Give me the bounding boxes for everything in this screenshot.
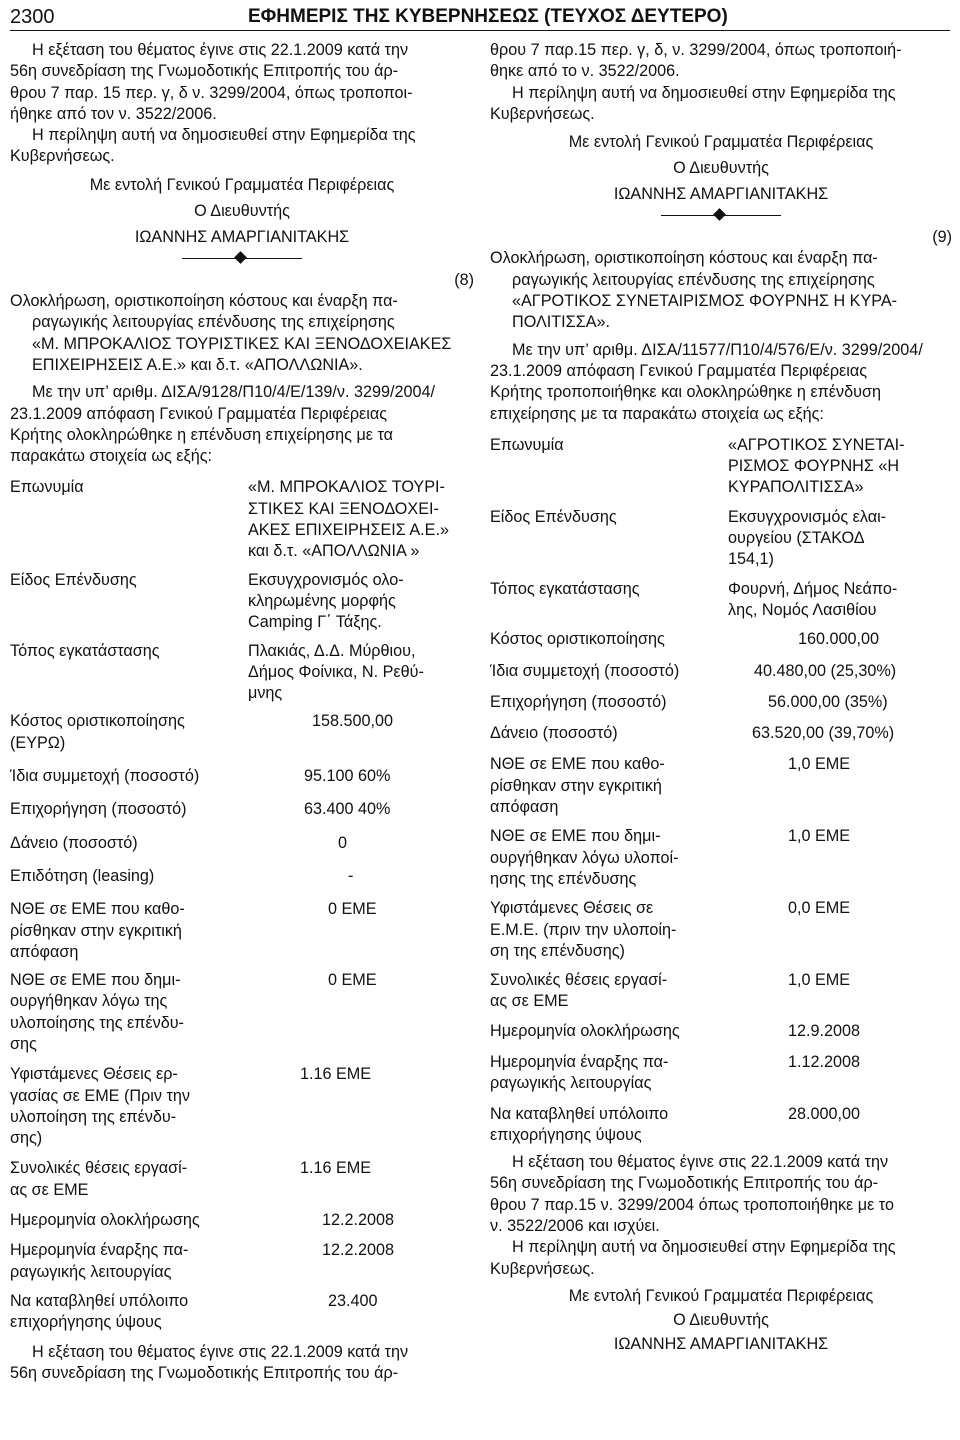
left-intro xyxy=(10,40,474,168)
label-line: Να καταβληθεί υπόλοιπο xyxy=(490,1104,669,1123)
label-line: Ημερομηνία ολοκλήρωσης xyxy=(10,1211,200,1230)
table-row xyxy=(490,1104,952,1147)
label-line: ραγωγικής λειτουργίας xyxy=(10,1262,172,1281)
separator-ornament xyxy=(182,252,302,266)
value-line: Camping Γ΄ Τάξης. xyxy=(248,613,382,632)
value-line: ουργείου (ΣΤΑΚΟΔ xyxy=(728,529,865,548)
row-label xyxy=(490,435,728,499)
signature-name: ΙΩΑΝΝΗΣ ΑΜΑΡΓΙΑΝΙΤΑΚΗΣ xyxy=(613,1334,829,1353)
value-line: μνης xyxy=(248,684,283,703)
table-row xyxy=(10,641,474,705)
investment-table xyxy=(10,477,474,1333)
label-line: Δάνειο (ποσοστό) xyxy=(10,833,138,852)
value-line: 160.000,00 xyxy=(798,630,880,649)
value-line: Εκσυγχρονισμός ολο- xyxy=(248,570,404,589)
text-line: ν. 3522/2006 και ισχύει. xyxy=(490,1217,660,1236)
page-header xyxy=(10,4,950,32)
label-line: Επωνυμία xyxy=(10,478,84,497)
label-line: απόφαση xyxy=(490,798,559,817)
value-line: 1,0 ΕΜΕ xyxy=(788,827,851,846)
page-number: 2300 xyxy=(10,6,55,28)
text-line: 56η συνεδρίαση της Γνωμοδοτικής Επιτροπής του άρ- xyxy=(10,1363,399,1382)
label-line: ας σε ΕΜΕ xyxy=(10,1180,89,1199)
text-line: ΕΠΙΧΕΙΡΗΣΕΙΣ Α.Ε.» και δ.τ. «ΑΠΟΛΛΩΝΙΑ». xyxy=(32,355,363,374)
label-line: Υφιστάμενες Θέσεις ερ- xyxy=(10,1065,178,1084)
table-row xyxy=(10,899,474,963)
row-label xyxy=(10,833,248,854)
value-line: Φουρνή, Δήμος Νεάπο- xyxy=(728,579,898,598)
row-value xyxy=(248,970,474,1055)
gazette-title: ΕΦΗΜΕΡΙΣ ΤΗΣ ΚΥΒΕΡΝΗΣΕΩΣ (ΤΕΥΧΟΣ ΔΕΥΤΕΡΟ) xyxy=(248,6,728,27)
row-label xyxy=(490,1021,728,1042)
label-line: ΝΘΕ σε ΕΜΕ που δημι- xyxy=(490,827,661,846)
value-line: 1.16 ΕΜΕ xyxy=(300,1065,372,1084)
table-row xyxy=(10,570,474,634)
label-line: απόφαση xyxy=(10,942,79,961)
table-row xyxy=(490,1021,952,1042)
label-line: Είδος Επένδυσης xyxy=(490,507,617,526)
text-line: επιχείρησης με τα παρακάτω στοιχεία ως εξής: xyxy=(490,404,824,423)
decision-number: (9) xyxy=(932,228,952,247)
label-line: επιχορήγησης ύψους xyxy=(490,1125,642,1144)
label-line: ραγωγικής λειτουργίας xyxy=(490,1074,652,1093)
row-value xyxy=(248,1210,474,1231)
label-line: Κόστος οριστικοποίησης xyxy=(490,630,665,649)
value-line: 0 ΕΜΕ xyxy=(328,900,377,919)
text-line: «Μ. ΜΠΡΟΚΑΛΙΟΣ ΤΟΥΡΙΣΤΙΚΕΣ ΚΑΙ ΞΕΝΟΔΟΧΕΙΑΚΕΣ xyxy=(32,334,452,353)
row-value xyxy=(728,898,952,962)
row-label xyxy=(10,641,248,705)
text-line: 23.1.2009 απόφαση Γενικού Γραμματέα Περιφέρειας xyxy=(490,361,868,380)
row-value xyxy=(248,766,474,787)
value-line: 63.400 40% xyxy=(304,800,391,819)
table-row xyxy=(490,1052,952,1095)
table-row xyxy=(490,692,952,713)
row-label xyxy=(490,898,728,962)
row-value xyxy=(728,826,952,890)
label-line: Υφιστάμενες Θέσεις σε xyxy=(490,899,654,918)
value-line: Εκσυγχρονισμός ελαι- xyxy=(728,507,887,526)
text-line: θρου 7 παρ. 15 περ. γ, δ ν. 3299/2004, όπως τροποποι- xyxy=(10,83,413,102)
table-row xyxy=(490,435,952,499)
text-line: «ΑΓΡΟΤΙΚΟΣ ΣΥΝΕΤΑΙΡΙΣΜΟΣ ΦΟΥΡΝΗΣ Η ΚΥΡΑ- xyxy=(512,292,898,311)
signature-title: Ο Διευθυντής xyxy=(673,1310,769,1329)
row-label xyxy=(490,723,728,744)
label-line: σης xyxy=(10,1034,37,1053)
text-line: 56η συνεδρίαση της Γνωμοδοτικής Επιτροπής του άρ- xyxy=(10,62,399,81)
row-label xyxy=(10,1158,248,1201)
table-row xyxy=(490,661,952,682)
label-line: Επιδότηση (leasing) xyxy=(10,866,155,885)
value-line: 1,0 ΕΜΕ xyxy=(788,971,851,990)
row-value xyxy=(248,641,474,705)
value-line: ΚΥΡΑΠΟΛΙΤΙΣΣΑ» xyxy=(728,478,864,497)
label-line: ουργήθηκαν λόγω υλοποί- xyxy=(490,848,679,867)
label-line: Δάνειο (ποσοστό) xyxy=(490,724,618,743)
table-row xyxy=(490,579,952,622)
right-signature xyxy=(490,129,952,223)
row-value xyxy=(248,799,474,820)
row-value xyxy=(728,507,952,571)
row-value xyxy=(248,833,474,854)
text-line: Η εξέταση του θέματος έγινε στις 22.1.2009 κατά την xyxy=(32,1342,409,1361)
value-line: 1.12.2008 xyxy=(788,1052,861,1071)
label-line: Επιχορήγηση (ποσοστό) xyxy=(10,800,187,819)
label-line: (ΕΥΡΩ) xyxy=(10,733,66,752)
table-row xyxy=(10,477,474,562)
table-row xyxy=(490,898,952,962)
value-line: 63.520,00 (39,70%) xyxy=(752,724,895,743)
row-label xyxy=(10,1210,248,1231)
signature-order: Με εντολή Γενικού Γραμματέα Περιφέρειας xyxy=(568,133,874,152)
text-line: 56η συνεδρίαση της Γνωμοδοτικής Επιτροπής του άρ- xyxy=(490,1174,879,1193)
row-value xyxy=(728,629,952,650)
text-line: ΠΟΛΙΤΙΣΣΑ». xyxy=(512,313,610,332)
decision-heading xyxy=(490,248,952,333)
table-row xyxy=(10,1291,474,1334)
right-intro xyxy=(490,40,952,125)
label-line: επιχορήγησης ύψους xyxy=(10,1313,162,1332)
text-line: Με την υπ’ αριθμ. ΔΙΣΑ/9128/Π10/4/Ε/139/ν. 3299/2004/ xyxy=(32,383,436,402)
decision-heading xyxy=(10,291,474,376)
text-line: Η περίληψη αυτή να δημοσιευθεί στην Εφημερίδα της xyxy=(512,83,896,102)
signature-order: Με εντολή Γενικού Γραμματέα Περιφέρειας xyxy=(568,1286,874,1305)
value-line: 56.000,00 (35%) xyxy=(768,692,888,711)
row-label xyxy=(10,866,248,887)
right-column xyxy=(490,40,952,1356)
row-value xyxy=(728,970,952,1013)
row-label xyxy=(10,970,248,1055)
row-value xyxy=(248,1240,474,1283)
label-line: Επωνυμία xyxy=(490,435,564,454)
value-line: 158.500,00 xyxy=(312,712,394,731)
text-line: 23.1.2009 απόφαση Γενικού Γραμματέα Περιφέρειας xyxy=(10,404,388,423)
signature-order: Με εντολή Γενικού Γραμματέα Περιφέρειας xyxy=(89,175,395,194)
row-value xyxy=(728,754,952,818)
header-rule xyxy=(10,30,950,31)
text-line: Η περίληψη αυτή να δημοσιευθεί στην Εφημερίδα της xyxy=(512,1238,896,1257)
table-row xyxy=(490,826,952,890)
table-row xyxy=(490,754,952,818)
label-line: υλοποίηση της επένδυ- xyxy=(10,1107,177,1126)
table-row xyxy=(490,970,952,1013)
row-label xyxy=(10,477,248,562)
row-value xyxy=(248,866,474,887)
row-value xyxy=(728,1052,952,1095)
value-line: 12.2.2008 xyxy=(322,1241,395,1260)
row-label xyxy=(490,629,728,650)
decision-body xyxy=(10,382,474,467)
label-line: Κόστος οριστικοποίησης xyxy=(10,712,185,731)
value-line: ΡΙΣΜΟΣ ΦΟΥΡΝΗΣ «Η xyxy=(728,457,900,476)
text-line: Κυβερνήσεως. xyxy=(10,147,115,166)
value-line: 1,0 ΕΜΕ xyxy=(788,755,851,774)
label-line: ησης της επένδυσης xyxy=(490,869,637,888)
decision-number: (8) xyxy=(454,270,474,289)
table-row xyxy=(10,1064,474,1149)
signature-name: ΙΩΑΝΝΗΣ ΑΜΑΡΓΙΑΝΙΤΑΚΗΣ xyxy=(613,185,829,204)
investment-table xyxy=(490,435,952,1146)
value-line: «Μ. ΜΠΡΟΚΑΛΙΟΣ ΤΟΥΡΙ- xyxy=(248,478,445,497)
row-label xyxy=(490,1104,728,1147)
value-line: 40.480,00 (25,30%) xyxy=(754,661,897,680)
table-row xyxy=(10,866,474,887)
text-line: θηκε από το ν. 3522/2006. xyxy=(490,62,680,81)
label-line: ΝΘΕ σε ΕΜΕ που δημι- xyxy=(10,971,181,990)
label-line: γασίας σε ΕΜΕ (Πριν την xyxy=(10,1086,190,1105)
text-line: Με την υπ’ αριθμ. ΔΙΣΑ/11577/Π10/4/576/Ε/ν. 3299/2004/ xyxy=(512,340,923,359)
table-row xyxy=(10,1240,474,1283)
row-value xyxy=(728,661,952,682)
table-row xyxy=(10,799,474,820)
text-line: Κυβερνήσεως. xyxy=(490,104,595,123)
table-row xyxy=(10,766,474,787)
value-line: 23.400 xyxy=(328,1291,378,1310)
row-label xyxy=(490,661,728,682)
left-closing xyxy=(10,1342,474,1385)
table-row xyxy=(490,507,952,571)
signature-title: Ο Διευθυντής xyxy=(194,201,290,220)
text-line: Κρήτης τροποποιήθηκε και ολοκληρώθηκε η επένδυση xyxy=(490,383,881,402)
row-label xyxy=(10,799,248,820)
value-line: 12.2.2008 xyxy=(322,1211,395,1230)
row-value xyxy=(248,711,474,754)
value-line: 154,1) xyxy=(728,550,774,569)
value-line: λης, Νομός Λασιθίου xyxy=(728,600,877,619)
value-line: 28.000,00 xyxy=(788,1104,861,1123)
left-signature xyxy=(10,172,474,266)
label-line: Ημερομηνία έναρξης πα- xyxy=(490,1052,669,1071)
row-label xyxy=(10,1064,248,1149)
label-line: ας σε ΕΜΕ xyxy=(490,992,569,1011)
label-line: ΝΘΕ σε ΕΜΕ που καθο- xyxy=(10,900,185,919)
row-value xyxy=(248,1064,474,1149)
row-value xyxy=(728,1021,952,1042)
value-line: Πλακιάς, Δ.Δ. Μύρθιου, xyxy=(248,641,416,660)
value-line: 0 xyxy=(338,833,348,852)
label-line: Είδος Επένδυσης xyxy=(10,570,137,589)
label-line: Συνολικές θέσεις εργασί- xyxy=(490,971,668,990)
row-label xyxy=(490,754,728,818)
row-label xyxy=(10,1291,248,1334)
row-label xyxy=(10,766,248,787)
text-line: Ολοκλήρωση, οριστικοποίηση κόστους και έναρξη πα- xyxy=(10,292,398,311)
row-value xyxy=(248,477,474,562)
separator-ornament xyxy=(661,209,781,223)
value-line: κληρωμένης μορφής xyxy=(248,591,396,610)
left-column xyxy=(10,40,474,1384)
table-row xyxy=(490,629,952,650)
value-line: 0 ΕΜΕ xyxy=(328,971,377,990)
label-line: σης) xyxy=(10,1129,43,1148)
table-row xyxy=(10,1158,474,1201)
value-line: ΣΤΙΚΕΣ ΚΑΙ ΞΕΝΟΔΟΧΕΙ- xyxy=(248,499,439,518)
row-label xyxy=(10,570,248,634)
label-line: Επιχορήγηση (ποσοστό) xyxy=(490,692,667,711)
label-line: ση της επένδυσης) xyxy=(490,941,625,960)
label-line: Ε.Μ.Ε. (πριν την υλοποίη- xyxy=(490,920,677,939)
value-line: «ΑΓΡΟΤΙΚΟΣ ΣΥΝΕΤΑΙ- xyxy=(728,435,905,454)
row-value xyxy=(728,579,952,622)
label-line: Συνολικές θέσεις εργασί- xyxy=(10,1159,188,1178)
row-value xyxy=(248,1158,474,1201)
label-line: υλοποίησης της επένδυ- xyxy=(10,1013,184,1032)
text-line: παρακάτω στοιχεία ως εξής: xyxy=(10,447,213,466)
table-row xyxy=(10,711,474,754)
signature-name: ΙΩΑΝΝΗΣ ΑΜΑΡΓΙΑΝΙΤΑΚΗΣ xyxy=(134,227,350,246)
label-line: Να καταβληθεί υπόλοιπο xyxy=(10,1291,189,1310)
row-label xyxy=(490,507,728,571)
text-line: θρου 7 παρ.15 περ. γ, δ, ν. 3299/2004, όπως τροποποιή- xyxy=(490,41,902,59)
row-label xyxy=(490,1052,728,1095)
right-closing xyxy=(490,1152,952,1280)
table-row xyxy=(10,970,474,1055)
row-label xyxy=(490,826,728,890)
row-value xyxy=(248,570,474,634)
text-line: Η περίληψη αυτή να δημοσιευθεί στην Εφημερίδα της xyxy=(32,126,416,145)
text-line: ραγωγικής λειτουργίας επένδυσης της επιχείρησης xyxy=(512,270,875,289)
text-line: Η εξέταση του θέματος έγινε στις 22.1.2009 κατά την xyxy=(512,1153,889,1172)
label-line: Ημερομηνία έναρξης πα- xyxy=(10,1241,189,1260)
value-line: 1.16 ΕΜΕ xyxy=(300,1159,372,1178)
label-line: ρίσθηκαν στην εγκριτική xyxy=(490,776,662,795)
label-line: ρίσθηκαν στην εγκριτική xyxy=(10,921,182,940)
label-line: Ίδια συμμετοχή (ποσοστό) xyxy=(490,661,680,680)
value-line: 12.9.2008 xyxy=(788,1021,861,1040)
label-line: Τόπος εγκατάστασης xyxy=(10,641,160,660)
value-line: ΑΚΕΣ ΕΠΙΧΕΙΡΗΣΕΙΣ Α.Ε.» xyxy=(248,521,449,540)
row-label xyxy=(490,970,728,1013)
row-value xyxy=(728,1104,952,1147)
row-label xyxy=(10,711,248,754)
value-line: Δήμος Φοίνικα, Ν. Ρεθύ- xyxy=(248,662,424,681)
row-label xyxy=(490,692,728,713)
row-label xyxy=(10,1240,248,1283)
text-line: Η εξέταση του θέματος έγινε στις 22.1.2009 κατά την xyxy=(32,41,409,59)
value-line: και δ.τ. «ΑΠΟΛΛΩΝΙΑ » xyxy=(248,542,420,561)
value-line: - xyxy=(348,866,354,885)
table-row xyxy=(10,1210,474,1231)
text-line: Κρήτης ολοκληρώθηκε η επένδυση επιχείρησης με τα xyxy=(10,425,394,444)
label-line: ΝΘΕ σε ΕΜΕ που καθο- xyxy=(490,755,665,774)
table-row xyxy=(10,833,474,854)
label-line: Ημερομηνία ολοκλήρωσης xyxy=(490,1021,680,1040)
right-signature-2 xyxy=(490,1284,952,1356)
row-label xyxy=(10,899,248,963)
row-value xyxy=(728,723,952,744)
row-value xyxy=(248,899,474,963)
value-line: 95.100 60% xyxy=(304,767,391,786)
label-line: Ίδια συμμετοχή (ποσοστό) xyxy=(10,767,200,786)
row-value xyxy=(248,1291,474,1334)
text-line: θρου 7 παρ.15 ν. 3299/2004 όπως τροποποιήθηκε με το xyxy=(490,1195,894,1214)
row-value xyxy=(728,692,952,713)
label-line: Τόπος εγκατάστασης xyxy=(490,579,640,598)
text-line: Κυβερνήσεως. xyxy=(490,1259,595,1278)
text-line: ήθηκε από τον ν. 3522/2006. xyxy=(10,104,217,123)
text-line: Ολοκλήρωση, οριστικοποίηση κόστους και έναρξη πα- xyxy=(490,249,878,268)
text-line: ραγωγικής λειτουργίας επένδυσης της επιχείρησης xyxy=(32,313,395,332)
row-value xyxy=(728,435,952,499)
signature-title: Ο Διευθυντής xyxy=(673,159,769,178)
value-line: 0,0 ΕΜΕ xyxy=(788,899,851,918)
row-label xyxy=(490,579,728,622)
label-line: ουργήθηκαν λόγω της xyxy=(10,992,168,1011)
decision-body xyxy=(490,340,952,425)
table-row xyxy=(490,723,952,744)
